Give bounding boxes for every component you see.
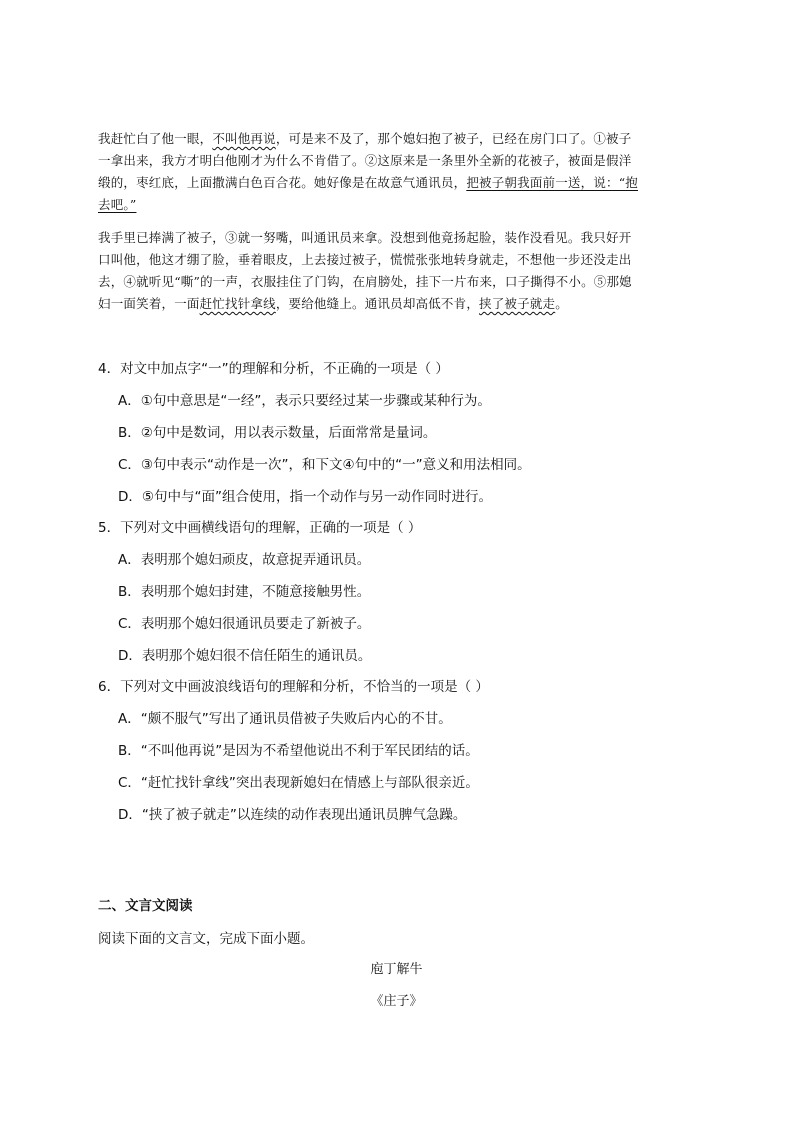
text-run: 妇一面笑着，一面 <box>98 296 200 311</box>
question-5-option-b: B．表明那个媳妇封建，不随意接触男性。 <box>118 584 371 600</box>
text-run: ，可是来不及了，那个媳妇抱了被子，已经在房门口了。①被子 <box>275 131 632 146</box>
question-4-option-a: A．①句中意思是“一经”，表示只要经过某一步骤或某种行为。 <box>118 393 491 409</box>
passage-line <box>98 293 696 315</box>
passage-line: 口叫他，他这才绷了脸，垂着眼皮，上去接过被子，慌慌张张地转身就走，不想他一步还没走出 <box>98 252 632 267</box>
passage-line: 去，④就听见“嘶”的一声，衣服挂住了门钩，在肩膀处，挂下一片布来，口子撕得不小。⑤那媳 <box>98 274 632 289</box>
question-4-option-c: C．③句中表示“动作是一次”，和下文④句中的“一”意义和用法相同。 <box>118 457 531 473</box>
passage-line <box>98 128 696 150</box>
question-6-option-c: C．“赶忙找针拿线”突出表现新媳妇在情感上与部队很亲近。 <box>118 775 479 791</box>
question-5-option-a: A．表明那个媳妇顽皮，故意捉弄通讯员。 <box>118 552 371 568</box>
classical-text-title: 庖丁解牛 <box>370 962 423 977</box>
question-4-option-b: B．②句中是数词，用以表示数量，后面常常是量词。 <box>118 425 437 441</box>
question-5-stem: 5．下列对文中画横线语句的理解，正确的一项是（ ） <box>98 520 422 536</box>
passage-paragraph-2 <box>98 227 696 315</box>
section-instruction: 阅读下面的文言文，完成下面小题。 <box>98 931 314 947</box>
question-4-option-d: D．⑤句中与“面”组合使用，指一个动作与另一动作同时进行。 <box>118 489 492 505</box>
text-run: ，要给他缝上。通讯员却高低不肯， <box>275 296 480 311</box>
passage-line: 我手里已捧满了被子，③就一努嘴，叫通讯员来拿。没想到他竟扬起脸，装作没看见。我只好开 <box>98 230 632 245</box>
passage-line <box>98 172 696 194</box>
wavy-underlined-text: 赶忙找针拿线 <box>199 296 276 311</box>
question-6-option-b: B．“不叫他再说”是因为不希望他说出不利于军民团结的话。 <box>118 743 479 759</box>
underlined-text: 把被子朝我面前一送，说：“抱 <box>466 175 639 190</box>
question-5-option-d: D．表明那个媳妇很不信任陌生的通讯员。 <box>118 648 372 664</box>
question-4-stem: 4．对文中加点字“一”的理解和分析，不正确的一项是（ ） <box>98 361 449 377</box>
section-heading: 二、文言文阅读 <box>98 898 193 914</box>
wavy-underlined-text: 挟了被子就走 <box>479 296 556 311</box>
underlined-text: 去吧。” <box>98 197 137 212</box>
wavy-underlined-text: 不叫他再说 <box>212 131 276 146</box>
question-6-option-d: D．“挟了被子就走”以连续的动作表现出通讯员脾气急躁。 <box>118 807 467 823</box>
passage-paragraph-1 <box>98 128 696 216</box>
question-6-stem: 6．下列对文中画波浪线语句的理解和分析，不恰当的一项是（ ） <box>98 679 489 695</box>
classical-text-source: 《庄子》 <box>370 994 423 1009</box>
text-run: 我赶忙白了他一眼， <box>98 131 213 146</box>
text-run: 。 <box>555 296 568 311</box>
passage-line <box>98 194 696 216</box>
text-run: 缎的，枣红底，上面撒满白色百合花。她好像是在故意气通讯员， <box>98 175 467 190</box>
question-5-option-c: C．表明那个媳妇很通讯员要走了新被子。 <box>118 616 371 632</box>
question-6-option-a: A．“颇不服气”写出了通讯员借被子失败后内心的不甘。 <box>118 711 452 727</box>
passage-line: 一拿出来，我方才明白他刚才为什么不肯借了。②这原来是一条里外全新的花被子，被面是假洋 <box>98 153 632 168</box>
